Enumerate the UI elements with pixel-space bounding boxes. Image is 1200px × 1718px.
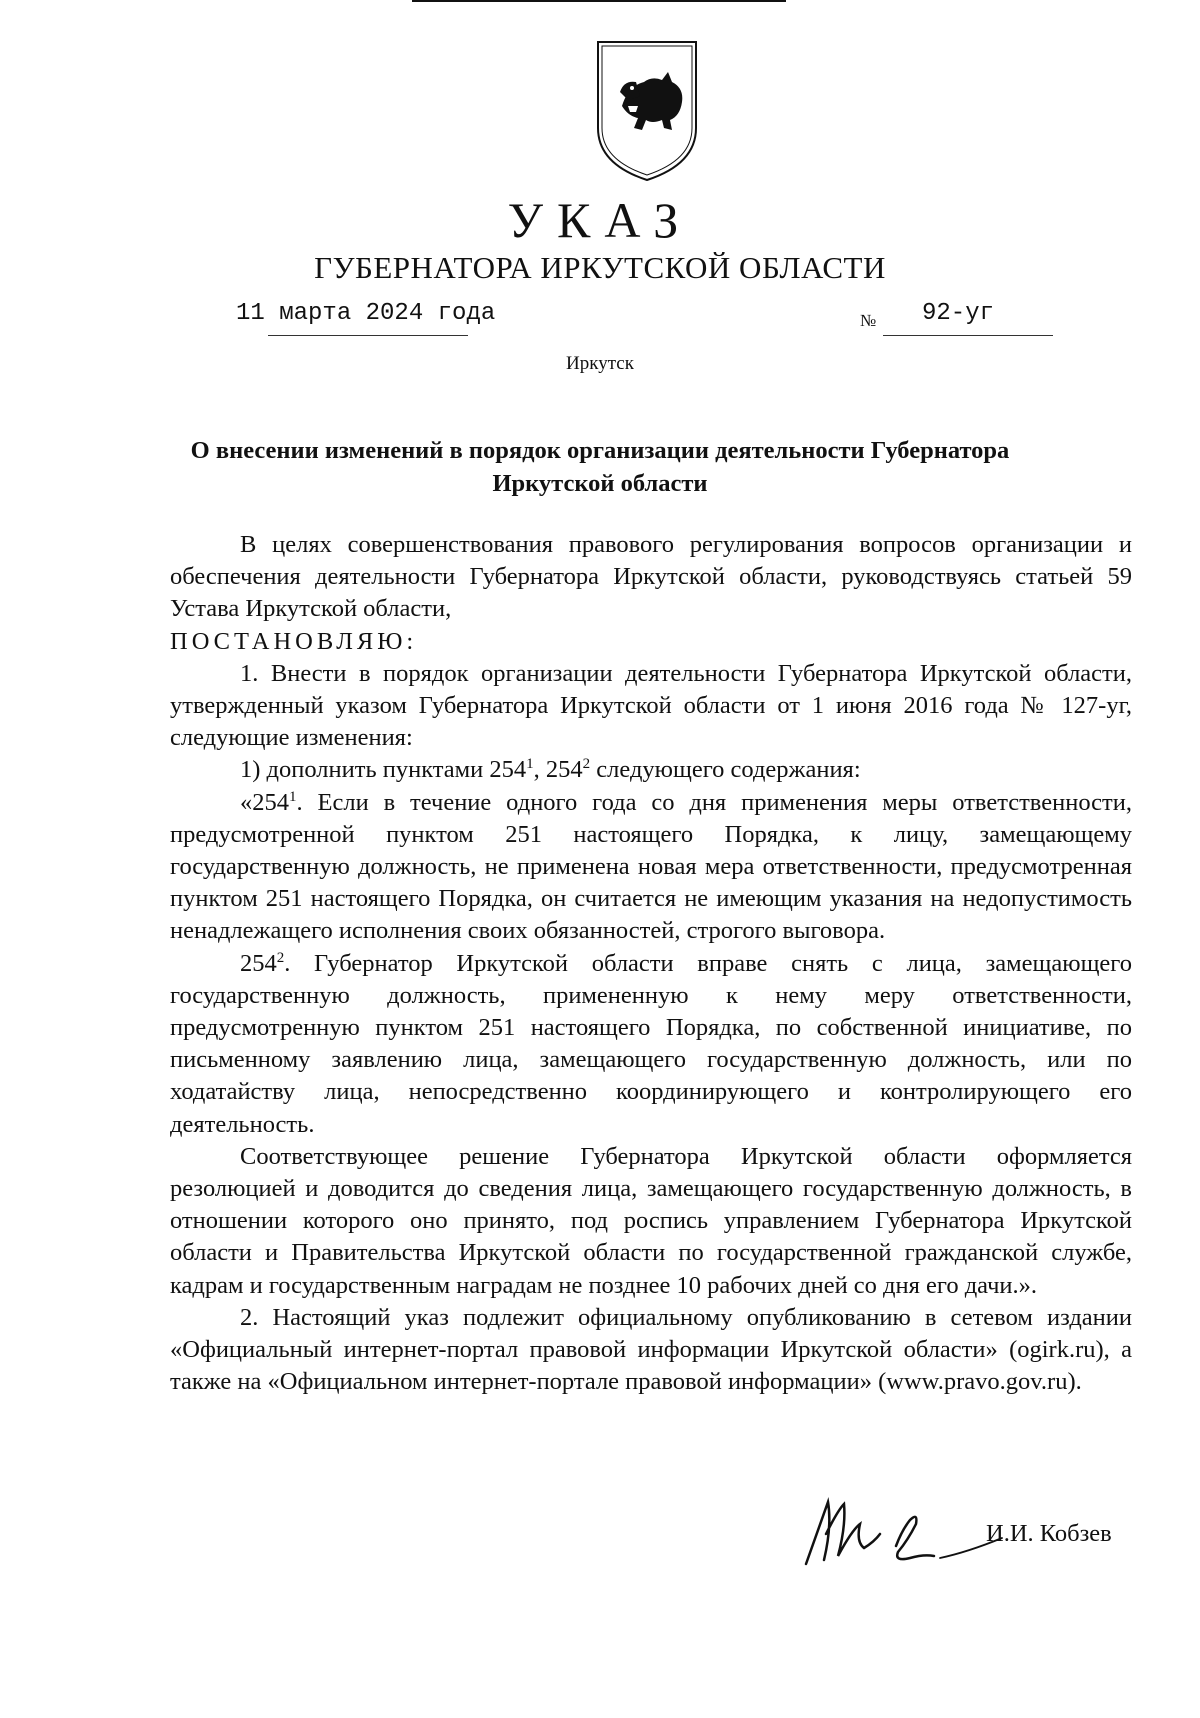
issuer-title: ГУБЕРНАТОРА ИРКУТСКОЙ ОБЛАСТИ bbox=[314, 250, 886, 285]
document-body bbox=[170, 529, 1132, 1398]
point-254-1-paragraph: «$254^1$. Если в течение одного года со дня применения меры ответственности, предусмотренной пунктом 251 настоящего Порядка, к лицу, замещающему государственную должность, не применена новая мера ответственности, предусмотренная пунктом 251 настоящего Порядка, он считается не имеющим указания на недопустимость ненадлежащего исполнения своих обязанностей, строгого выговора. bbox=[170, 788, 1132, 945]
date-underline bbox=[268, 335, 468, 336]
item-2-paragraph: 2. Настоящий указ подлежит официальному опубликованию в сетевом издании «Официальный интернет-портал правовой информации Иркутской области» (ogirk.ru), а также на «Официальном интернет-портале правовой информации» (www.pravo.gov.ru). bbox=[170, 1303, 1132, 1396]
preamble-paragraph: В целях совершенствования правового регулирования вопросов организации и обеспечения деятельности Губернатора Иркутской области, руководствуясь статьей 59 Устава Иркутской области, bbox=[170, 531, 1132, 623]
subitem-1-paragraph: 1) дополнить пунктами $254^1$, $254^2$ следующего содержания: bbox=[240, 756, 861, 784]
number-sign: № bbox=[860, 311, 877, 330]
document-type-title: УКАЗ bbox=[507, 192, 693, 248]
item-1-paragraph: 1. Внести в порядок организации деятельности Губернатора Иркутской области, утвержденный указом Губернатора Иркутской области от 1 июня 2016 года № 127-уг, следующие изменения: bbox=[170, 659, 1132, 752]
decree-city: Иркутск bbox=[566, 353, 634, 374]
decision-paragraph: Соответствующее решение Губернатора Иркутской области оформляется резолюцией и доводится до сведения лица, замещающего государственную должность, в отношении которого оно принято, под роспись управлением Губернатора Иркутской области и Правительства Иркутской области по государственной гражданской службе, кадрам и государственным наградам не позднее 10 рабочих дней со дня его дачи.». bbox=[170, 1142, 1132, 1299]
coat-of-arms-icon bbox=[592, 36, 702, 184]
handwritten-signature-icon bbox=[798, 1490, 1008, 1570]
document-title: О внесении изменений в порядок организации деятельности Губернатора Иркутской области bbox=[190, 437, 1010, 497]
number-underline bbox=[883, 335, 1053, 336]
decree-date: 11 марта 2024 года bbox=[236, 300, 496, 327]
decree-number: 92-уг bbox=[922, 300, 995, 327]
point-254-2-paragraph: $254^2$. Губернатор Иркутской области вправе снять с лица, замещающего государственную должность, примененную к нему меру ответственности, предусмотренную пунктом 251 настоящего Порядка, по собственной инициативе, по письменному заявлению лица, замещающего государственную должность, или по ходатайству лица, непосредственно координирующего и контролирующего его деятельность. bbox=[170, 949, 1132, 1138]
top-rule bbox=[412, 0, 786, 2]
signatory-name: И.И. Кобзев bbox=[986, 1520, 1112, 1547]
decree-word: ПОСТАНОВЛЯЮ: bbox=[170, 627, 418, 655]
